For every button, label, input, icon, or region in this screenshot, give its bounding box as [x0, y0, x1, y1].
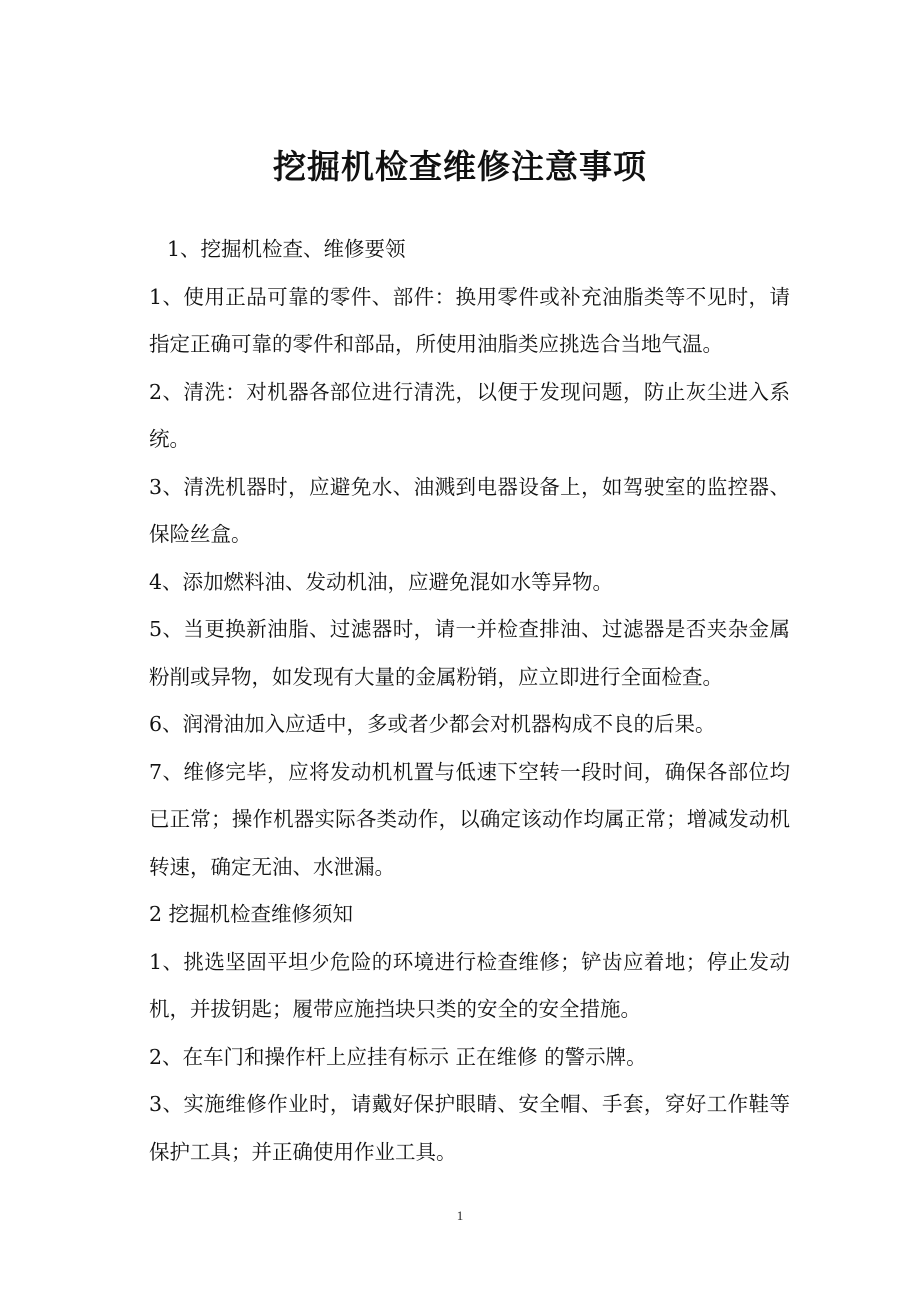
- page-number: 1: [456, 1208, 464, 1223]
- document-body: [138, 226, 790, 1176]
- paragraph: 5、当更换新油脂、过滤器时，请一并检查排油、过滤器是否夹杂金属粉削或异物，如发现有大量的金属粉销，应立即进行全面检查。: [149, 617, 790, 689]
- paragraph: 2、清洗：对机器各部位进行清洗，以便于发现问题，防止灰尘进入系统。: [149, 379, 790, 451]
- paragraph: 3、清洗机器时，应避免水、油溅到电器设备上，如驾驶室的监控器、保险丝盒。: [149, 474, 790, 546]
- document-title: 挖掘机检查维修注意事项: [273, 147, 647, 186]
- paragraph: 7、维修完毕，应将发动机机置与低速下空转一段时间，确保各部位均已正常；操作机器实际各类动作，以确定该动作均属正常；增减发动机转速，确定无油、水泄漏。: [149, 759, 790, 879]
- paragraph: 1、使用正品可靠的零件、部件：换用零件或补充油脂类等不见时，请指定正确可靠的零件和部品，所使用油脂类应挑选合当地气温。: [149, 284, 790, 356]
- paragraph: 6、润滑油加入应适中，多或者少都会对机器构成不良的后果。: [149, 712, 716, 736]
- paragraph: 1、挑选坚固平坦少危险的环境进行检查维修；铲齿应着地；停止发动机，并拔钥匙；履带应施挡块只类的安全的安全措施。: [149, 949, 790, 1021]
- paragraph: 2、在车门和操作杆上应挂有标示 正在维修 的警示牌。: [149, 1044, 647, 1069]
- paragraph: 3、实施维修作业时，请戴好保护眼睛、安全帽、手套，穿好工作鞋等保护工具；并正确使用作业工具。: [149, 1092, 790, 1164]
- section-heading-2: 2 挖掘机检查维修须知: [149, 902, 354, 926]
- section-heading-1: 1、挖掘机检查、维修要领: [167, 237, 406, 261]
- paragraph: 4、添加燃料油、发动机油，应避免混如水等异物。: [149, 569, 614, 594]
